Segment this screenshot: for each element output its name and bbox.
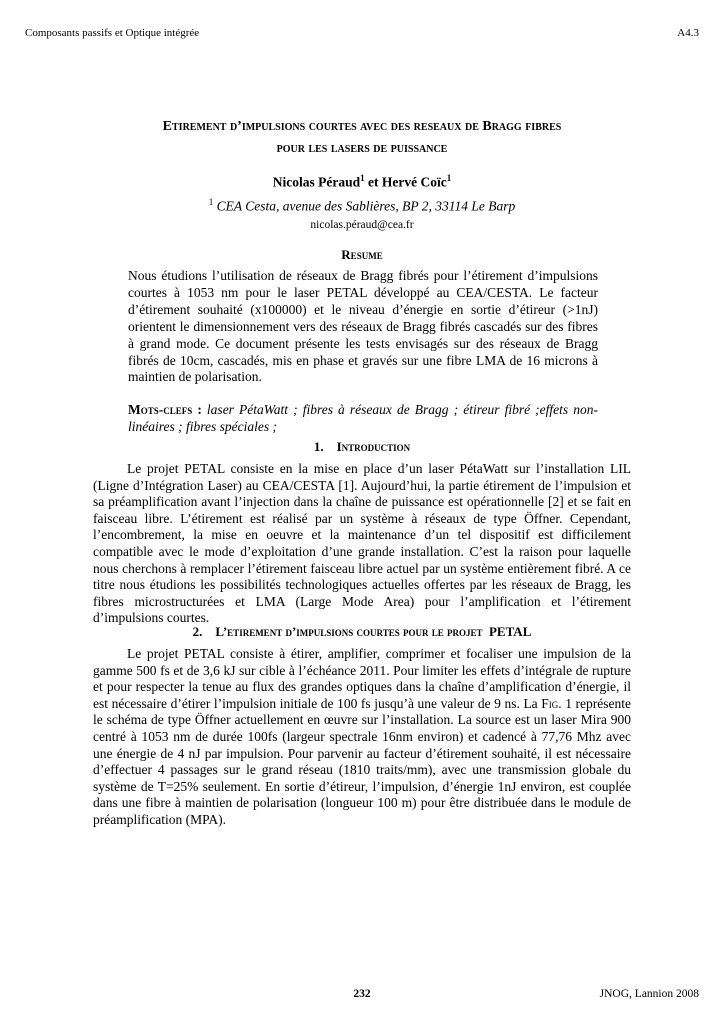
author-email: nicolas.péraud@cea.fr <box>310 219 414 231</box>
author-affiliation-mark: 1 <box>446 173 452 183</box>
paragraph-text: Le projet PETAL consiste à étirer, amplifier, comprimer et focaliser une impulsion de la gamme 500 fs et de 3,6 kJ sur cible à l’échéance 2011. Pour limiter les effets d’intégrale de rupture et pour respecter la tenue au flux des grandes optiques dans la chaîne d’amplification d’énergie, il est nécessaire d’étirer l’impulsion initiale de 100 fs jusqu’à une valeur de 9 ns. La <box>93 646 635 711</box>
conference-footer: JNOG, Lannion 2008 <box>599 988 699 1000</box>
paper-title-line-1: Etirement d’impulsions courtes avec des reseaux de Bragg fibres <box>162 119 562 134</box>
keywords <box>128 401 598 435</box>
affiliation <box>0 197 724 215</box>
affiliation-mark: 1 <box>208 197 214 207</box>
keywords-text: laser PétaWatt ; fibres à réseaux de Bragg ; étireur fibré ;effets non-linéaires ; fibres spéciales ; <box>128 402 598 434</box>
paper-title-line-2: pour les lasers de puissance <box>276 141 448 156</box>
abstract-text: Nous étudions l’utilisation de réseaux de Bragg fibrés pour l’étirement d’impulsions courtes à 1053 nm pour le laser PETAL développé au CEA/CESTA. Le facteur d’étirement souhaité (x100000) et le niveau d’énergie en sortie d’étireur (>1nJ) orientent le dimensionnement vers des réseaux de Bragg fibrés cascadés sur des fibres à grand mode. Ce document présente les tests envisagés sur des réseaux de Bragg fibrés de 10cm, cascadés, mis en phase et gravés sur une fibre LMA de 16 microns à maintien de polarisation. <box>128 268 598 385</box>
author-name: Hervé Coïc <box>381 174 447 190</box>
paper-title <box>60 116 664 160</box>
section-number: 2. <box>192 624 203 639</box>
section-heading <box>0 624 724 640</box>
section-heading <box>0 439 724 455</box>
author-connector: et <box>364 174 382 190</box>
running-header-right: A4.3 <box>677 27 699 39</box>
paragraph-text: 1 représente le schéma de type Öffner actuellement en œuvre sur l’installation. La source est un laser Mira 900 centré à 1053 nm de durée 100fs (largeur spectrale 16nm environ) et cadencé à 77,76 Mhz avec une énergie de 4 nJ par impulsion. Pour parvenir au facteur d’étirement souhaité, il est nécessaire d’effectuer 4 passages sur le grand réseau (1810 traits/mm), avec une transmission globale du système de T=25% seulement. En sortie d’étireur, l’impulsion, d’énergie 1nJ environ, est couplée dans une fibre à maintien de polarisation (longueur 100 m) pour être distribuée dans le module de préamplification (MPA). <box>93 695 635 827</box>
affiliation-text: CEA Cesta, avenue des Sablières, BP 2, 33114 Le Barp <box>213 198 516 214</box>
section-paragraph: Le projet PETAL consiste en la mise en place d’un laser PétaWatt sur l’installation LIL (Ligne d’Intégration Laser) au CEA/CESTA [1]. Aujourd’hui, la partie étirement de l’impulsion et sa préamplification avant l’injection dans la chaîne de puissance est opérationnelle [2] et se fait en faisceau libre. L’étirement est réalisé par un système à réseaux de type Öffner. Cependant, l’encombrement, la mise en oeuvre et la maintenance d’un tel dispositif est difficilement compatible avec le mode d’exploitation d’une grande installation. C’est la raison pour laquelle nous cherchons à remplacer l’étirement faisceau libre actuel par un système entièrement fibré. A ce titre nous étudions les possibilités technologiques actuelles offertes par les réseaux de Bragg, les fibres microstructurées et LMA (Large Mode Area) pour l’amplification et l’étirement d’impulsions courtes. <box>93 461 631 626</box>
author-affiliation-mark: 1 <box>360 173 365 183</box>
author-list <box>0 173 724 191</box>
section-title: Introduction <box>336 439 411 454</box>
section-number: 1. <box>313 439 324 454</box>
page-number: 232 <box>353 988 371 1000</box>
section-paragraph <box>93 646 635 829</box>
section-title: L’etirement d’impulsions courtes pour le projet <box>215 624 483 639</box>
figure-reference[interactable]: Fig. <box>541 695 562 711</box>
keywords-label: Mots-clefs : <box>128 402 202 417</box>
running-header-left: Composants passifs et Optique intégrée <box>25 27 200 39</box>
abstract-heading: Resume <box>341 247 383 262</box>
author-name: Nicolas Péraud <box>272 174 361 190</box>
section-title-end: PETAL <box>488 624 532 639</box>
